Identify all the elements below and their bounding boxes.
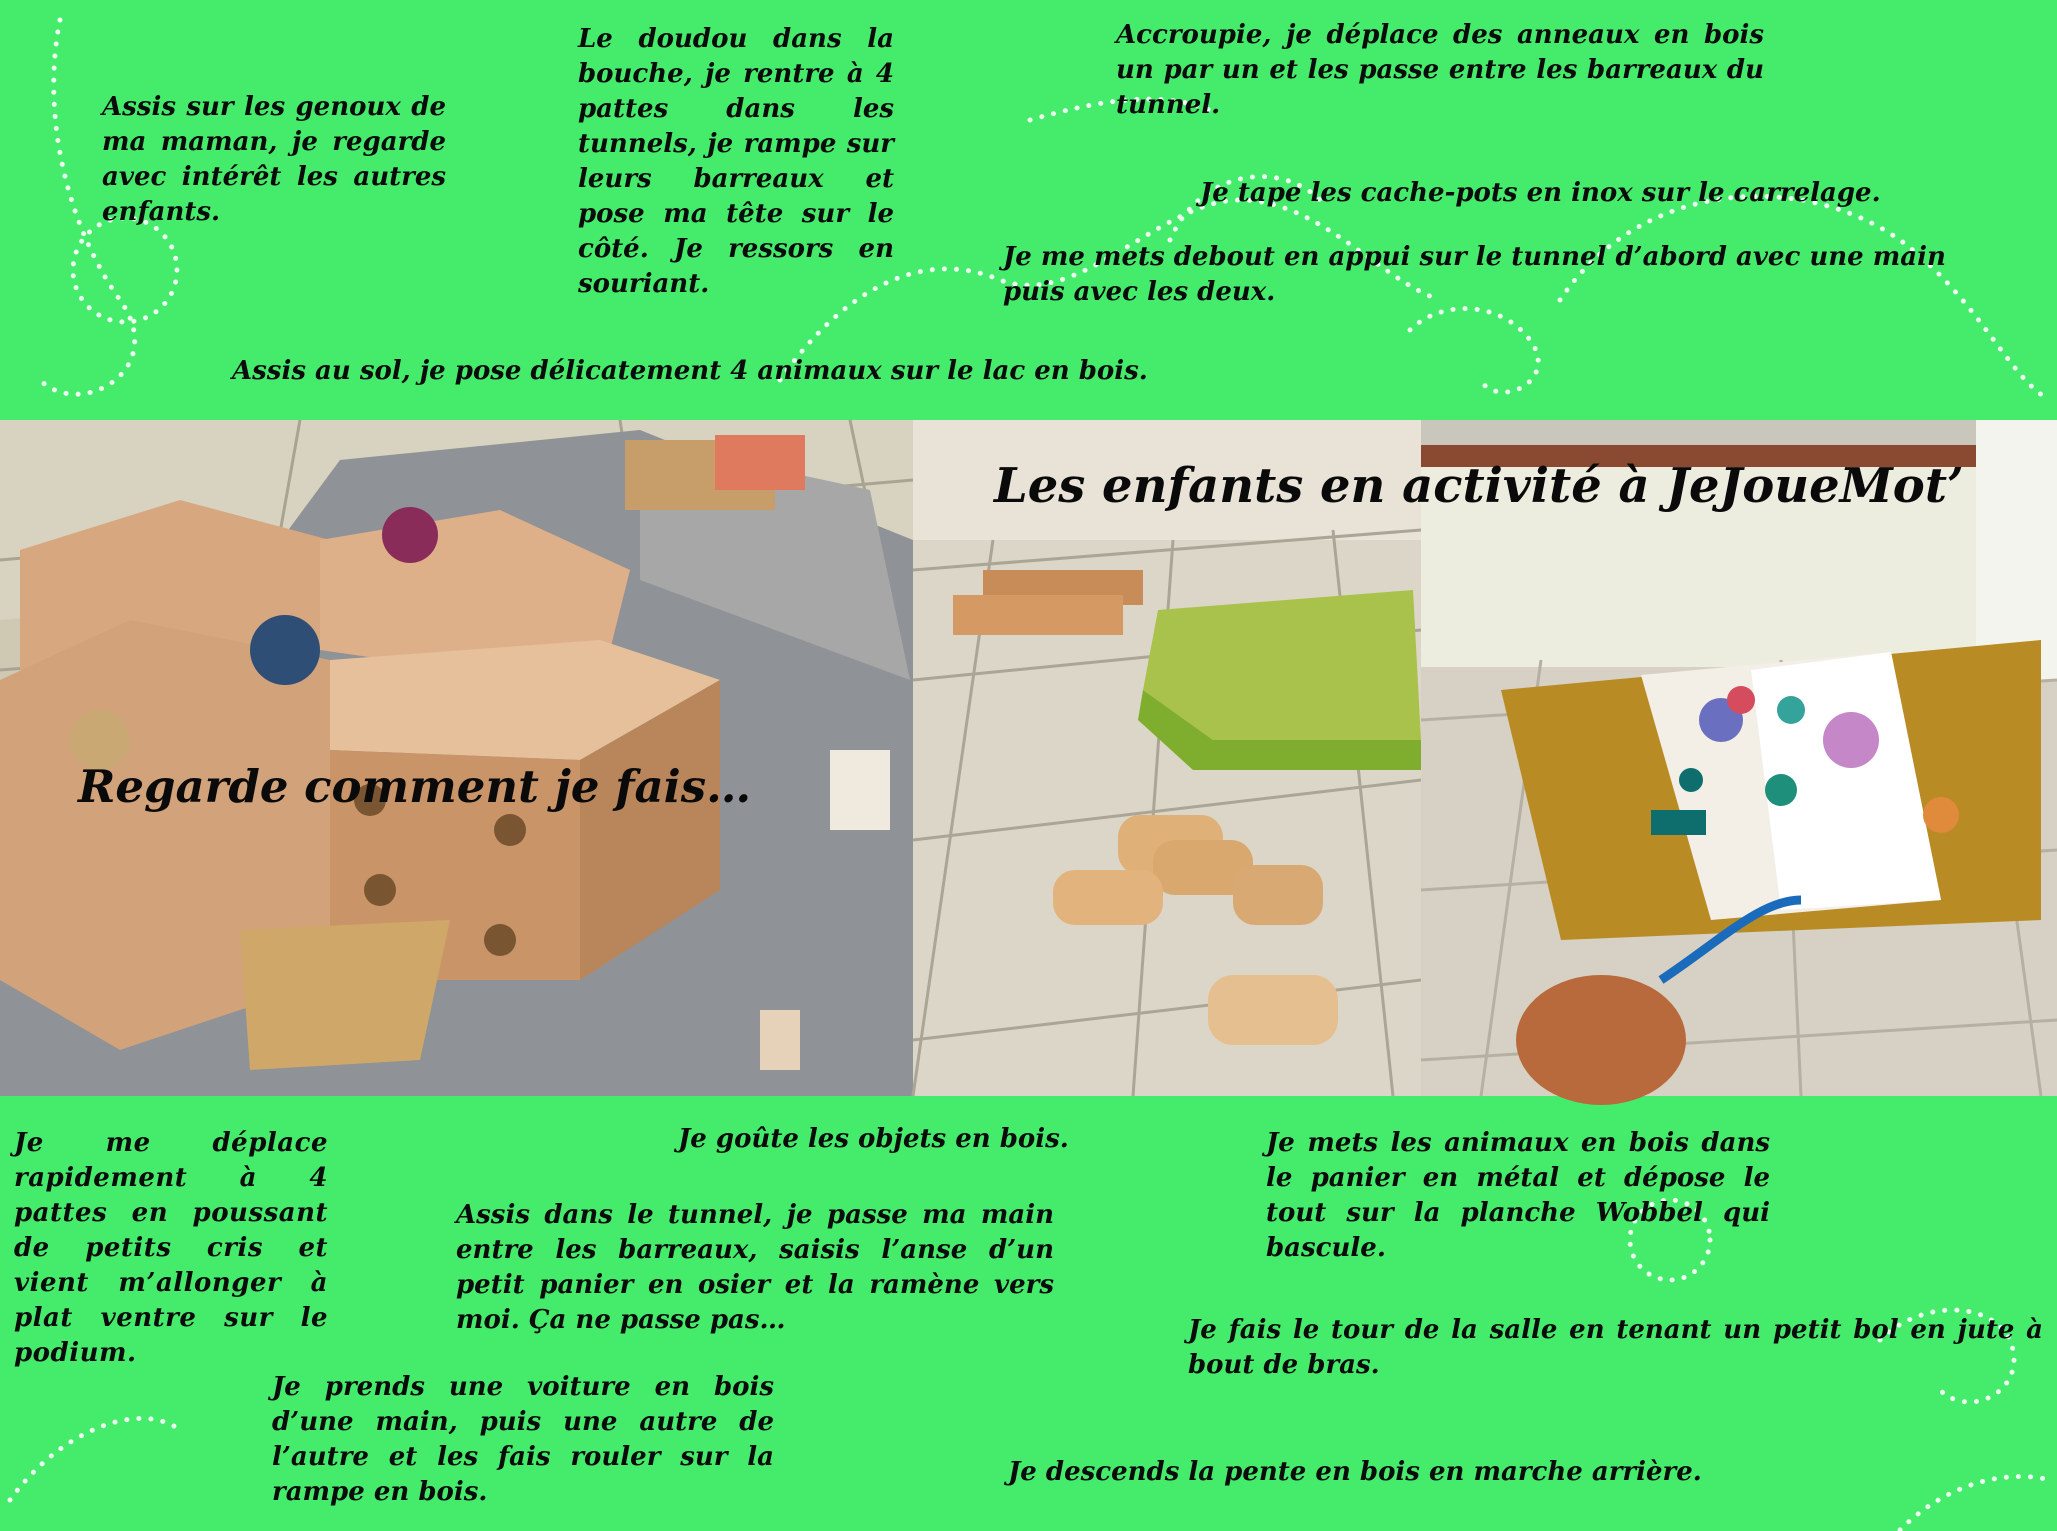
text-voiture: Je prends une voiture en bois d’une main, puis une autre de l’autre et les fais rouler sur la rampe en bois. [272,1372,774,1507]
text-bol: Je fais le tour de la salle en tenant un petit bol en jute à bout de bras. [1188,1315,2043,1380]
photo-wooden-toys [913,420,1421,1096]
text-goute: Je goûte les objets en bois. [678,1124,1069,1154]
text-pente: Je descends la pente en bois en marche arrière. [1008,1457,1702,1487]
caption-enfants-activite: Les enfants en activité à JeJoueMot’ [994,458,1964,514]
text-animaux-panier: Je mets les animaux en bois dans le panier en métal et dépose le tout sur la planche Wobbel qui bascule. [1266,1128,1770,1263]
text-anneaux: Accroupie, je déplace des anneaux en bois un par un et les passe entre les barreaux du tunnel. [1116,20,1764,120]
text-debout: Je me mets debout en appui sur le tunnel d’abord avec une main puis avec les deux. [1003,242,1946,307]
photo-rug-toys [994,420,2057,1096]
text-doudou: Le doudou dans la bouche, je rentre à 4 pattes dans les tunnels, je rampe sur leurs barreaux et pose ma tête sur le côté. Je ressors en souriant. [578,24,894,299]
text-genoux: Assis sur les genoux de ma maman, je regarde avec intérêt les autres enfants. [102,92,446,227]
text-cache-pots: Je tape les cache-pots en inox sur le carrelage. [1200,178,1881,208]
text-deplace: Je me déplace rapidement à 4 pattes en poussant de petits cris et vient m’allonger à plat ventre sur le podium. [14,1128,328,1368]
text-tunnel-panier: Assis dans le tunnel, je passe ma main entre les barreaux, saisis l’anse d’un petit panier en osier et la ramène vers moi. Ça ne passe pas… [456,1200,1054,1335]
caption-regarde: Regarde comment je fais… [78,760,752,813]
photo-wooden-cubes [0,420,913,1096]
text-animaux-lac: Assis au sol, je pose délicatement 4 animaux sur le lac en bois. [232,356,1148,386]
